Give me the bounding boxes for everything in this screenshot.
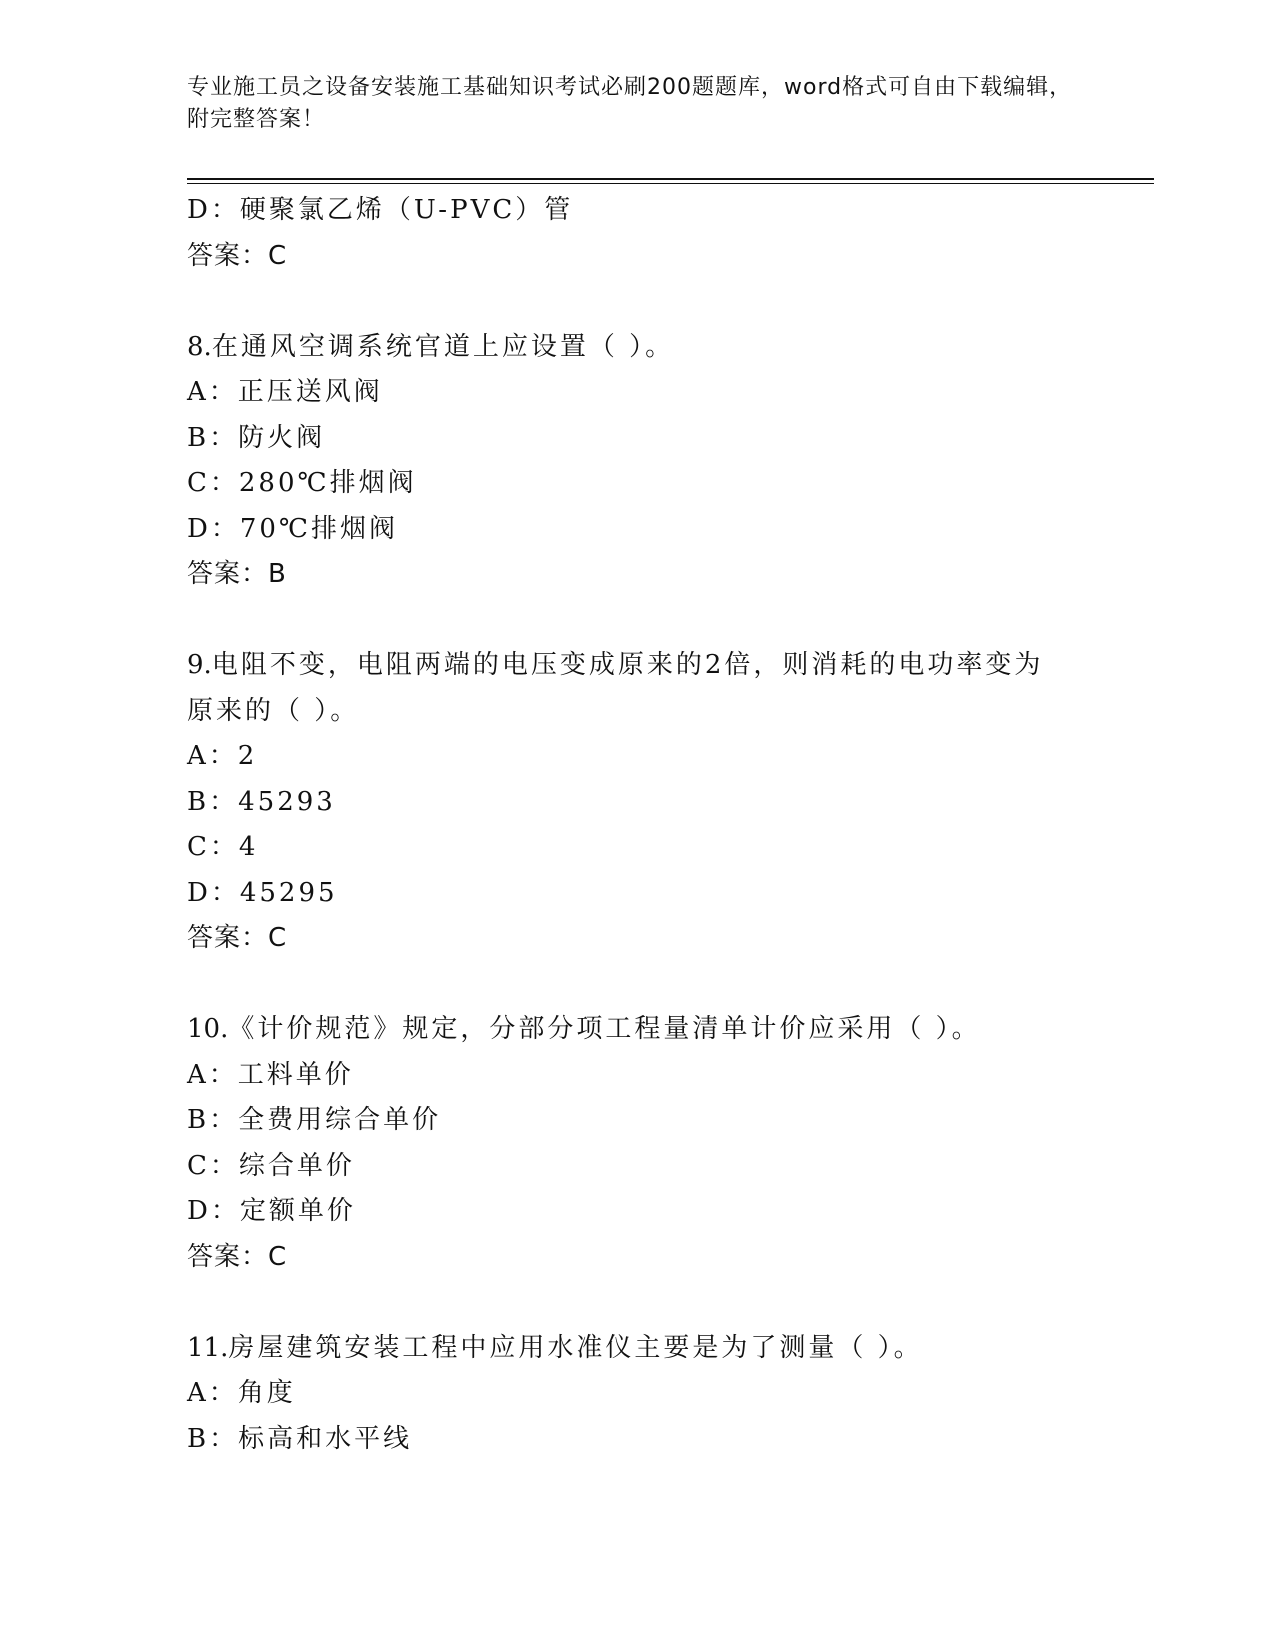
- question-text: [187, 643, 1067, 689]
- question-stem: 在通风空调系统官道上应设置（ ）。: [211, 331, 675, 362]
- option-b: B：全费用综合单价: [187, 1105, 442, 1135]
- question-block: [187, 325, 1067, 598]
- option-a: A：2: [187, 741, 258, 771]
- option-c: C：280℃排烟阀: [187, 468, 417, 498]
- question-text: [187, 325, 1067, 371]
- option-b: B：45293: [187, 786, 336, 817]
- spacer: [187, 962, 1067, 1008]
- question-number: 9.: [187, 650, 212, 680]
- question-stem: 房屋建筑安装工程中应用水准仪主要是为了测量（ ）。: [228, 1332, 923, 1363]
- spacer: [187, 1280, 1067, 1326]
- answer: 答案：C: [187, 240, 288, 271]
- question-stem-line2: 原来的（ ）。: [187, 695, 360, 726]
- question-number: 11.: [187, 1332, 229, 1363]
- option-a: A：正压送风阀: [187, 377, 383, 407]
- spacer: [187, 598, 1067, 644]
- question-text: [187, 1007, 1067, 1053]
- option-c: C：综合单价: [187, 1150, 355, 1181]
- option-d: D：硬聚氯乙烯（U-PVC）管: [187, 195, 574, 225]
- question-text: [187, 1326, 1067, 1372]
- answer: 答案：C: [187, 1241, 288, 1272]
- question-stem: 《计价规范》规定，分部分项工程量清单计价应采用（ ）。: [228, 1014, 981, 1044]
- option-b: B：标高和水平线: [187, 1423, 413, 1454]
- option-a: A：角度: [187, 1378, 296, 1408]
- question-number: 10.: [187, 1014, 229, 1044]
- header-rule-thin: [187, 183, 1154, 184]
- option-a: A：工料单价: [187, 1059, 354, 1090]
- option-d: D：定额单价: [187, 1196, 356, 1226]
- option-c: C：4: [187, 832, 259, 862]
- question-list: [187, 188, 1067, 1462]
- question-stem-line1: 电阻不变，电阻两端的电压变成原来的2倍，则消耗的电功率变为: [211, 650, 1044, 680]
- question-block: [187, 1007, 1067, 1280]
- answer: 答案：C: [187, 923, 288, 953]
- question-block: [187, 643, 1067, 962]
- header-rule-thick: [187, 178, 1154, 180]
- question-number: 8.: [187, 331, 212, 362]
- question-block: [187, 1326, 1067, 1463]
- option-d: D：70℃排烟阀: [187, 513, 399, 544]
- spacer: [187, 279, 1067, 325]
- option-b: B：防火阀: [187, 422, 326, 453]
- option-d: D：45295: [187, 877, 338, 908]
- answer: 答案：B: [187, 559, 287, 589]
- document-header: 专业施工员之设备安装施工基础知识考试必刷200题题库，word格式可自由下载编辑，附完整答案！: [187, 75, 1073, 132]
